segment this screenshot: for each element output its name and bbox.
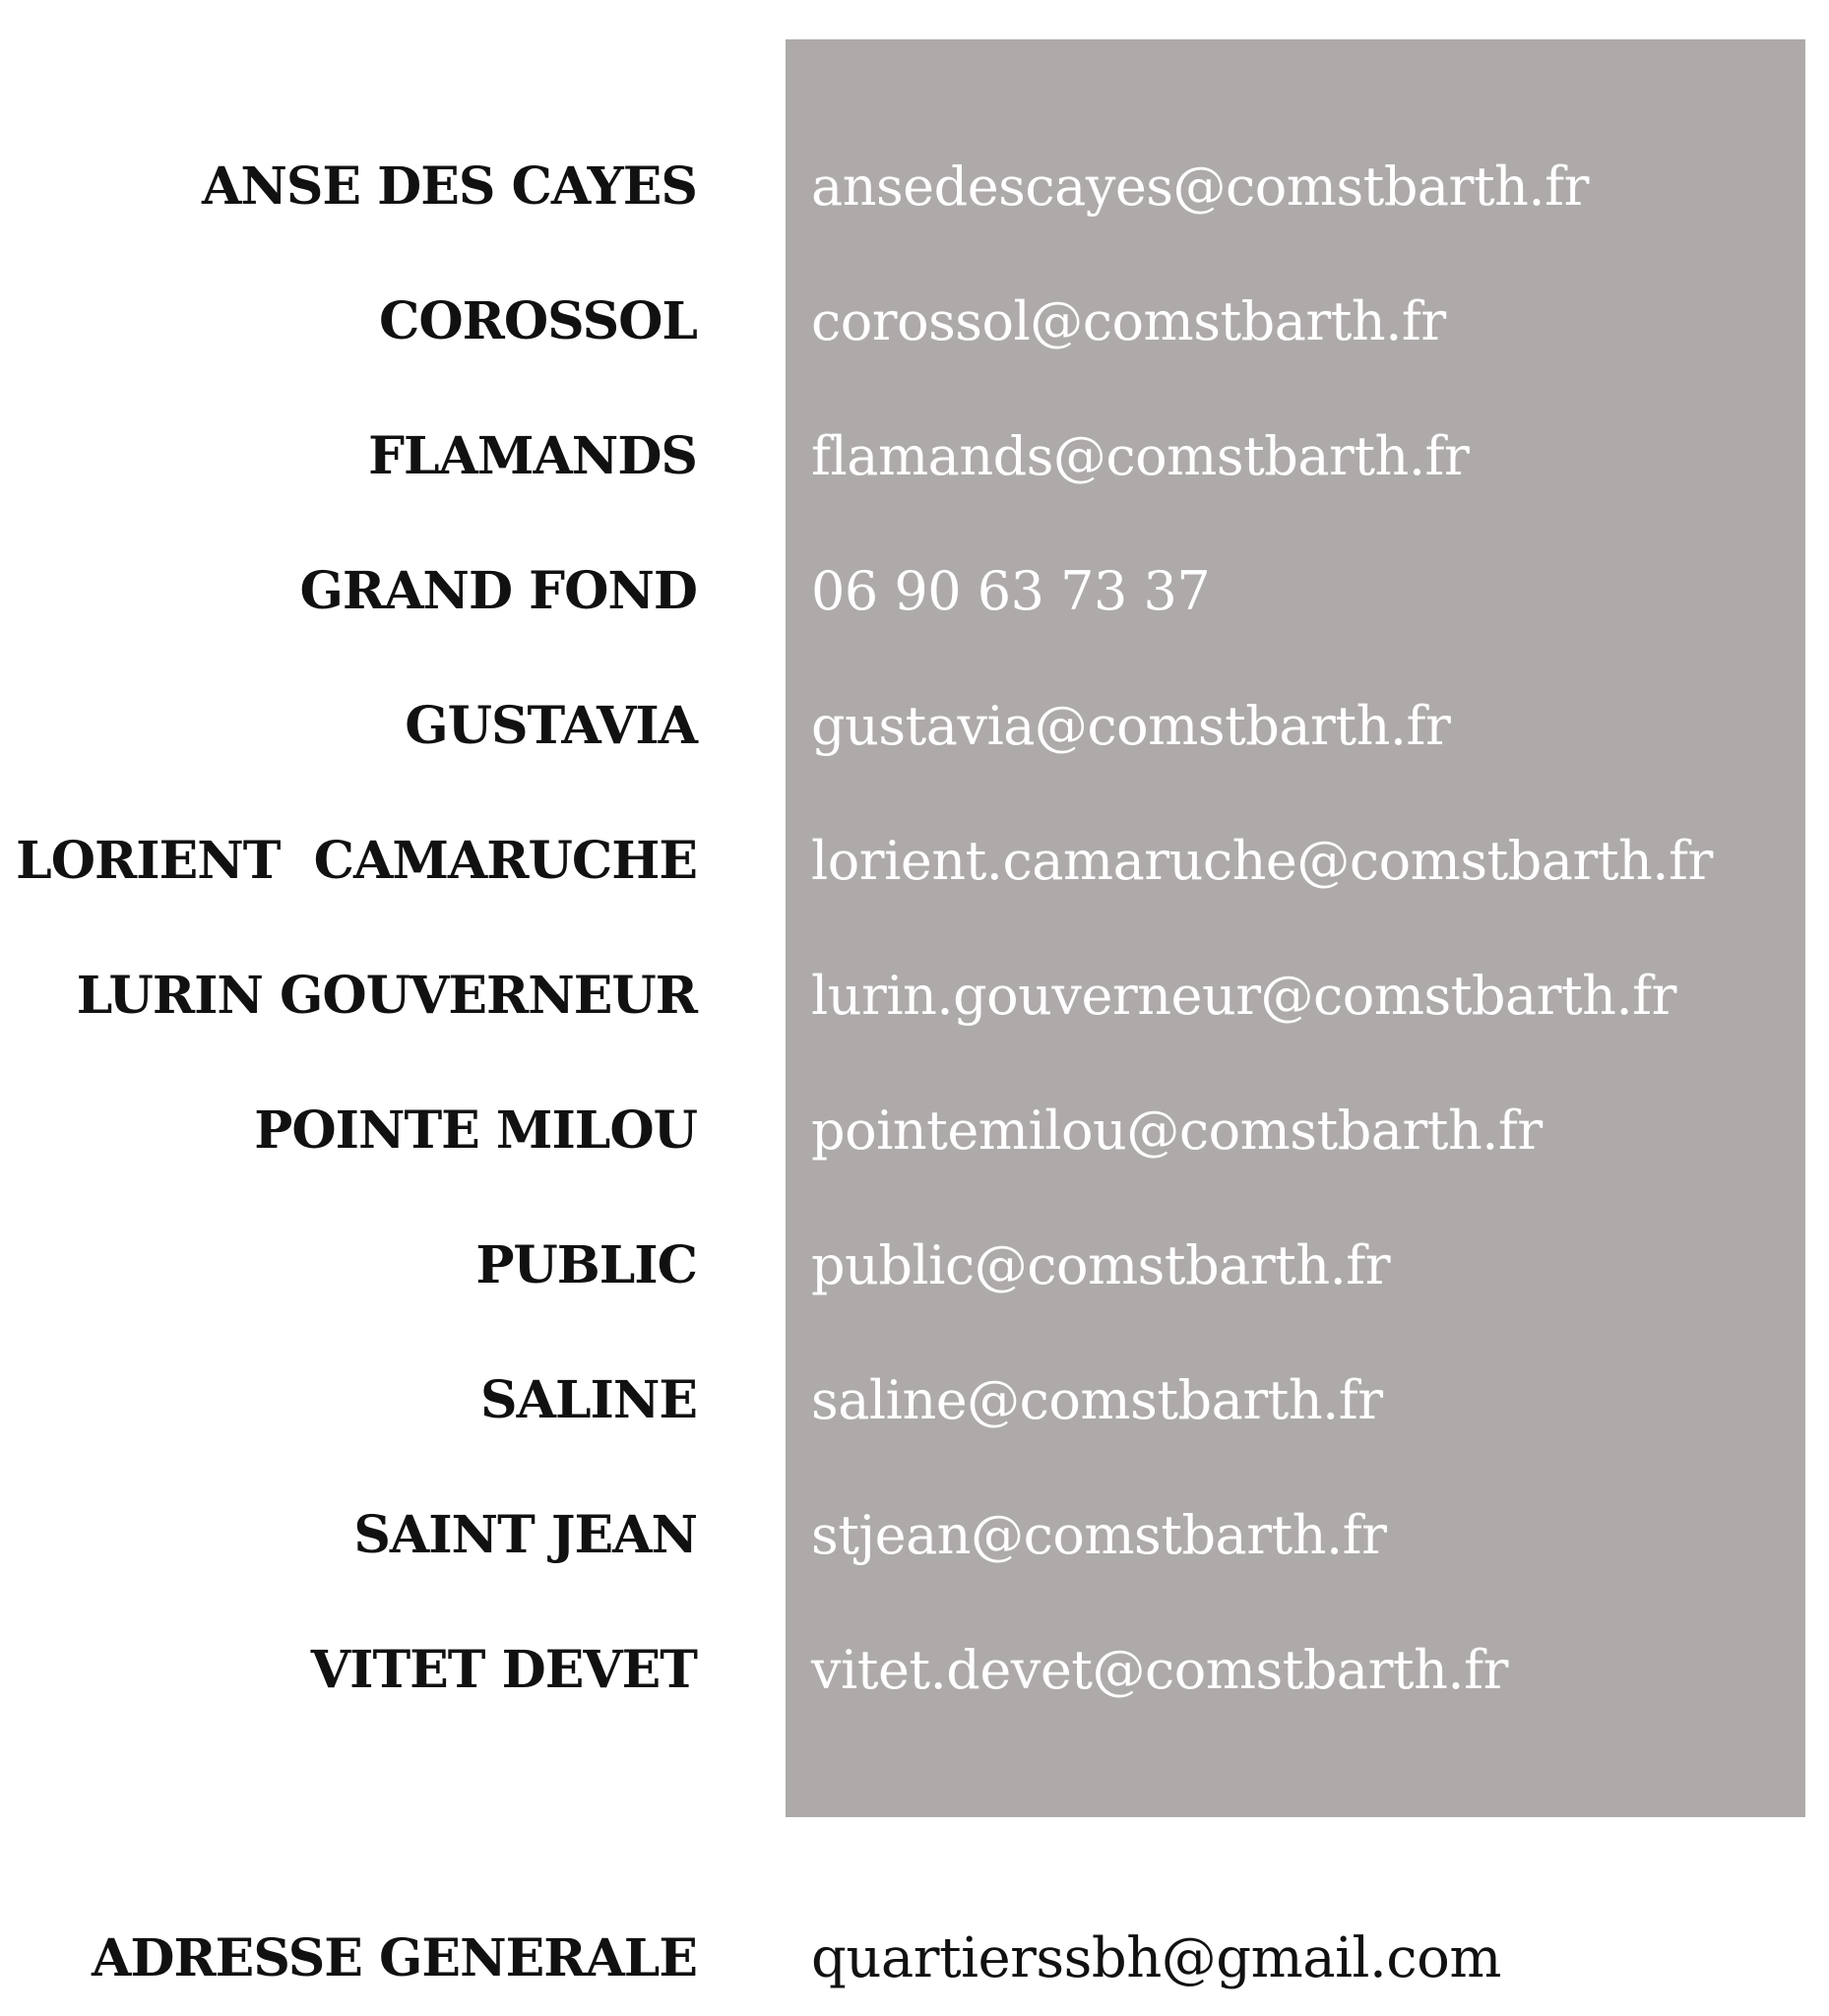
district-email[interactable]: ansedescayes@comstbarth.fr xyxy=(811,156,1589,218)
list-item-flamands xyxy=(0,417,1829,496)
district-email[interactable]: corossol@comstbarth.fr xyxy=(811,290,1446,352)
list-item-saint-jean xyxy=(0,1496,1829,1575)
district-name: FLAMANDS xyxy=(368,426,697,486)
list-item-gustavia xyxy=(0,687,1829,766)
list-item-corossol xyxy=(0,283,1829,361)
general-address-label: ADRESSE GENERALE xyxy=(92,1928,697,1988)
district-name: LURIN GOUVERNEUR xyxy=(76,966,697,1026)
district-name: SAINT JEAN xyxy=(353,1505,697,1565)
list-item-grand-fond xyxy=(0,552,1829,631)
district-name: GRAND FOND xyxy=(299,561,697,621)
list-item-public xyxy=(0,1227,1829,1305)
district-email[interactable]: stjean@comstbarth.fr xyxy=(811,1504,1387,1566)
district-email[interactable]: flamands@comstbarth.fr xyxy=(811,425,1470,487)
district-name: VITET DEVET xyxy=(310,1640,697,1700)
district-name: GUSTAVIA xyxy=(405,696,697,756)
district-email[interactable]: pointemilou@comstbarth.fr xyxy=(811,1100,1543,1162)
district-phone[interactable]: 06 90 63 73 37 xyxy=(811,560,1211,622)
list-item-pointe-milou xyxy=(0,1092,1829,1170)
list-item-lurin-gouverneur xyxy=(0,957,1829,1036)
list-item-vitet-devet xyxy=(0,1631,1829,1710)
district-name: ANSE DES CAYES xyxy=(201,157,697,217)
district-name: COROSSOL xyxy=(378,291,697,351)
district-email[interactable]: vitet.devet@comstbarth.fr xyxy=(811,1639,1508,1701)
list-item-anse-des-cayes xyxy=(0,148,1829,226)
district-email[interactable]: public@comstbarth.fr xyxy=(811,1234,1391,1296)
district-email[interactable]: lurin.gouverneur@comstbarth.fr xyxy=(811,965,1676,1027)
list-item-saline xyxy=(0,1361,1829,1440)
general-address-row xyxy=(0,1920,1829,1998)
district-email[interactable]: lorient.camaruche@comstbarth.fr xyxy=(811,830,1713,892)
district-name: LORIENT CAMARUCHE xyxy=(16,831,697,891)
district-email[interactable]: gustavia@comstbarth.fr xyxy=(811,695,1451,757)
district-name: SALINE xyxy=(480,1370,697,1430)
district-name: PUBLIC xyxy=(475,1235,697,1295)
district-email[interactable]: saline@comstbarth.fr xyxy=(811,1369,1383,1431)
list-item-lorient-camaruche xyxy=(0,822,1829,901)
district-name: POINTE MILOU xyxy=(254,1101,697,1161)
general-email[interactable]: quartierssbh@gmail.com xyxy=(811,1926,1501,1990)
